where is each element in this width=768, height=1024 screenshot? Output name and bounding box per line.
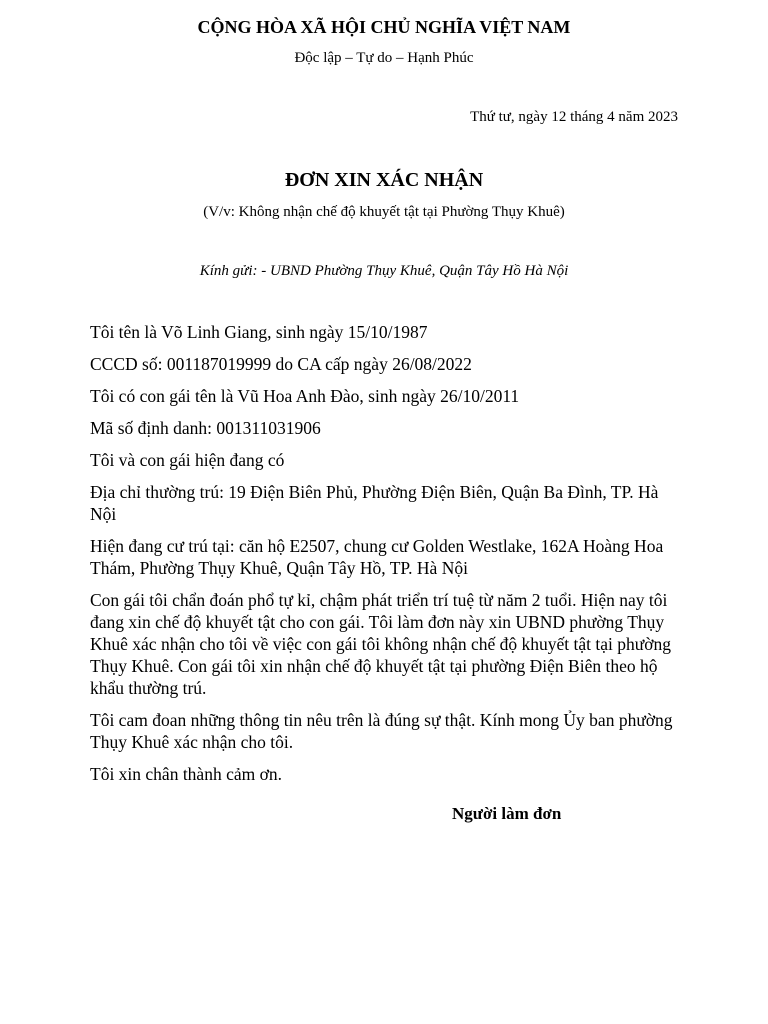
body-paragraph-intro: Tôi và con gái hiện đang có (90, 450, 285, 470)
body-paragraph-id-card: CCCD số: 001187019999 do CA cấp ngày 26/08/2022 (90, 354, 472, 374)
body-paragraph-commitment: Tôi cam đoan những thông tin nêu trên là đúng sự thật. Kính mong Ủy ban phường Thụy Khuê xác nhận cho tôi. (90, 710, 673, 752)
signature-label: Người làm đơn (452, 804, 562, 823)
body-paragraph-daughter: Tôi có con gái tên là Vũ Hoa Anh Đào, sinh ngày 26/10/2011 (90, 386, 520, 406)
document-body (90, 321, 680, 795)
body-paragraph-request: Con gái tôi chẩn đoán phổ tự kỉ, chậm phát triển trí tuệ từ năm 2 tuổi. Hiện nay tôi đang xin chế độ khuyết tật cho con gái. Tôi làm đơn này xin UBND phường Thụy Khuê xác nhận cho tôi về việc con gái tôi không nhận chế độ khuyết tật tại phường Thụy Khuê. Con gái tôi xin nhận chế độ khuyết tật tại phường Điện Biên theo hộ khẩu thường trú. (90, 590, 672, 698)
document-title: ĐƠN XIN XÁC NHẬN (284, 169, 484, 191)
body-paragraph-name: Tôi tên là Võ Linh Giang, sinh ngày 15/10/1987 (90, 322, 428, 342)
document-subject: (V/v: Không nhận chế độ khuyết tật tại Phường Thụy Khuê) (203, 204, 565, 220)
date-line: Thứ tư, ngày 12 tháng 4 năm 2023 (470, 109, 678, 125)
country-motto: Độc lập – Tự do – Hạnh Phúc (294, 50, 474, 66)
body-paragraph-thanks: Tôi xin chân thành cảm ơn. (90, 764, 282, 784)
country-header: CỘNG HÒA XÃ HỘI CHỦ NGHĨA VIỆT NAM (197, 17, 571, 37)
body-paragraph-id-code: Mã số định danh: 001311031906 (90, 418, 321, 438)
body-paragraph-current-address: Hiện đang cư trú tại: căn hộ E2507, chung cư Golden Westlake, 162A Hoàng Hoa Thám, Phường Thụy Khuê, Quận Tây Hồ, TP. Hà Nội (90, 536, 664, 578)
addressee-line: Kính gửi: - UBND Phường Thụy Khuê, Quận Tây Hồ Hà Nội (199, 263, 569, 279)
body-paragraph-permanent-address: Địa chỉ thường trú: 19 Điện Biên Phủ, Phường Điện Biên, Quận Ba Đình, TP. Hà Nội (90, 482, 659, 524)
